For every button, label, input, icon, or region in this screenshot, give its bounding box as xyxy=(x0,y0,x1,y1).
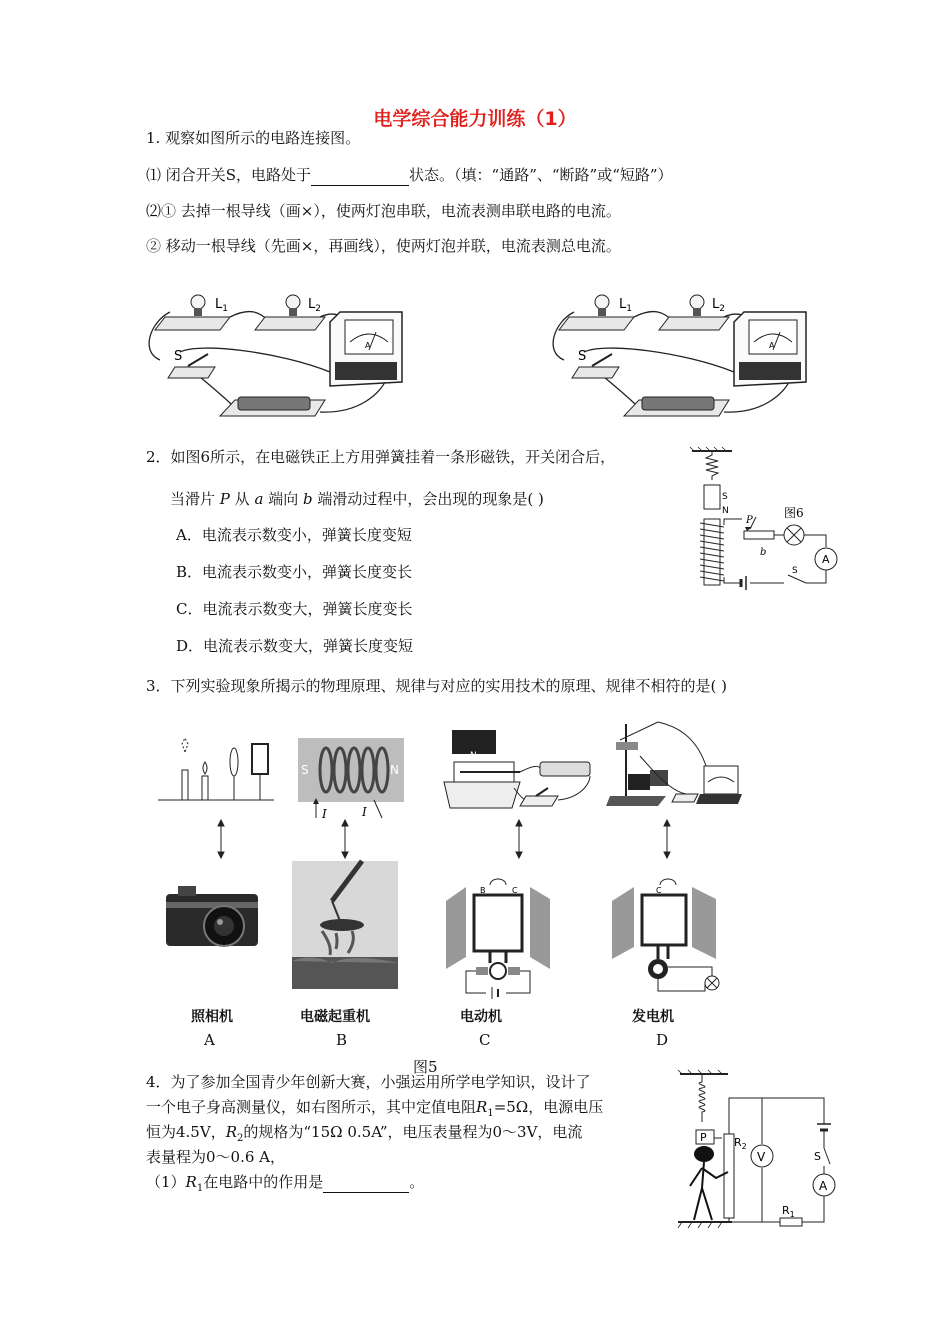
svg-text:I: I xyxy=(322,807,327,821)
q4-line1: 4．为了参加全国青少年创新大赛，小强运用所学电学知识，设计了 xyxy=(146,1073,591,1091)
experiment-solenoid xyxy=(298,738,404,824)
q4-sub1: $(1)R_1$在电路中的作用是 。 xyxy=(146,1173,425,1194)
resistor-r1-label: $R_1$ xyxy=(782,1204,795,1219)
caption-camera: 照相机 xyxy=(191,1009,233,1025)
ammeter-a-label: A xyxy=(819,1179,828,1193)
lamp-l1-label: $L_1$ xyxy=(215,297,228,314)
svg-text:A: A xyxy=(769,341,775,350)
q1-stem: 1. 观察如图所示的电路连接图。 xyxy=(146,129,361,147)
q2-option-b[interactable]: B．电流表示数变小，弹簧长度变长 xyxy=(176,563,413,581)
electric-motor-diagram xyxy=(446,879,556,1003)
magnet-n-pole: N xyxy=(722,506,729,516)
svg-text:C: C xyxy=(512,886,518,895)
caption-crane: 电磁起重机 xyxy=(300,1009,370,1025)
q4-answer-blank[interactable] xyxy=(323,1172,409,1193)
q2-option-a[interactable]: A．电流表示数变小，弹簧长度变短 xyxy=(176,526,412,544)
experiment-current-in-field xyxy=(440,722,600,814)
svg-text:N: N xyxy=(470,751,477,761)
circuit-diagram-left xyxy=(140,282,412,428)
switch-s-label: S xyxy=(792,566,798,576)
lamp-l1-label: $L_1$ xyxy=(619,297,632,314)
q2-option-c[interactable]: C．电流表示数变大，弹簧长度变长 xyxy=(176,600,413,618)
q2-option-d[interactable]: D．电流表示数变大，弹簧长度变短 xyxy=(176,637,414,655)
camera-image xyxy=(162,882,262,952)
q3-stem: 3．下列实验现象所揭示的物理原理、规律与对应的实用技术的原理、规律不相符的是( ) xyxy=(146,677,728,695)
svg-text:B: B xyxy=(480,886,486,895)
choice-letter-c[interactable]: C xyxy=(479,1031,491,1049)
caption-motor: 电动机 xyxy=(460,1009,502,1025)
slider-p-label: P xyxy=(746,515,753,526)
height-meter-circuit xyxy=(672,1068,842,1234)
end-b-label: b xyxy=(760,547,767,558)
resistor-r2-label: $R_2$ xyxy=(734,1136,747,1151)
caption-generator: 发电机 xyxy=(632,1009,674,1025)
figure-5-caption: 图5 xyxy=(413,1058,438,1076)
choice-letter-b[interactable]: B xyxy=(336,1031,348,1049)
choice-letter-a[interactable]: A xyxy=(204,1031,215,1049)
svg-text:C: C xyxy=(656,886,662,895)
svg-text:I: I xyxy=(362,805,367,819)
page-title: 电学综合能力训练（1） xyxy=(373,108,577,130)
figure-6-caption: 图6 xyxy=(784,506,804,520)
q4-line2: 一个电子身高测量仪，如右图所示，其中定值电阻$R_1=5\Omega$，电源电压 xyxy=(146,1098,604,1119)
q1-answer-blank[interactable] xyxy=(311,165,409,186)
switch-s-label: S xyxy=(174,349,183,364)
experiment-induction xyxy=(606,716,746,808)
choice-letter-d[interactable]: D xyxy=(656,1031,669,1049)
switch-s-label: S xyxy=(814,1150,821,1163)
circuit-diagram-right xyxy=(544,282,816,428)
q1-part2a: ⑵① 去掉一根导线（画×），使两灯泡串联，电流表测串联电路的电流。 xyxy=(146,202,621,220)
svg-text:S: S xyxy=(301,763,309,777)
ammeter-a-label: A xyxy=(822,553,830,566)
slider-p-label: P xyxy=(700,1131,707,1144)
lamp-l2-label: $L_2$ xyxy=(712,297,725,314)
voltmeter-v-label: V xyxy=(757,1150,766,1164)
q1-part1: ⑴ 闭合开关S，电路处于 状态。（填：“通路”、“断路”或“短路”） xyxy=(146,166,673,184)
generator-diagram xyxy=(612,879,728,997)
q1-part2b: ② 移动一根导线（先画×，再画线），使两灯泡并联，电流表测总电流。 xyxy=(146,237,621,255)
lamp-l2-label: $L_2$ xyxy=(308,297,321,314)
svg-text:A: A xyxy=(365,341,371,350)
magnet-s-pole: S xyxy=(722,492,728,502)
arrows-row xyxy=(0,818,950,862)
q4-line4: 表量程为0～0.6 A， xyxy=(146,1148,285,1166)
q4-line3: 恒为4.5V，$R_2$的规格为“15Ω 0.5A”，电压表量程为0～3V，电流 xyxy=(146,1123,583,1144)
switch-s-label: S xyxy=(578,349,587,364)
q2-stem: 2．如图6所示，在电磁铁正上方用弹簧挂着一条形磁铁，开关闭合后， xyxy=(146,448,616,466)
svg-text:N: N xyxy=(390,763,399,777)
figure-6-electromagnet-circuit xyxy=(684,447,844,597)
q2-stem-line2: 当滑片 P 从 a 端向 b 端滑动过程中，会出现的现象是( ) xyxy=(170,490,544,508)
electromagnetic-crane-image xyxy=(292,861,398,989)
experiment-lens-candle xyxy=(158,732,274,804)
